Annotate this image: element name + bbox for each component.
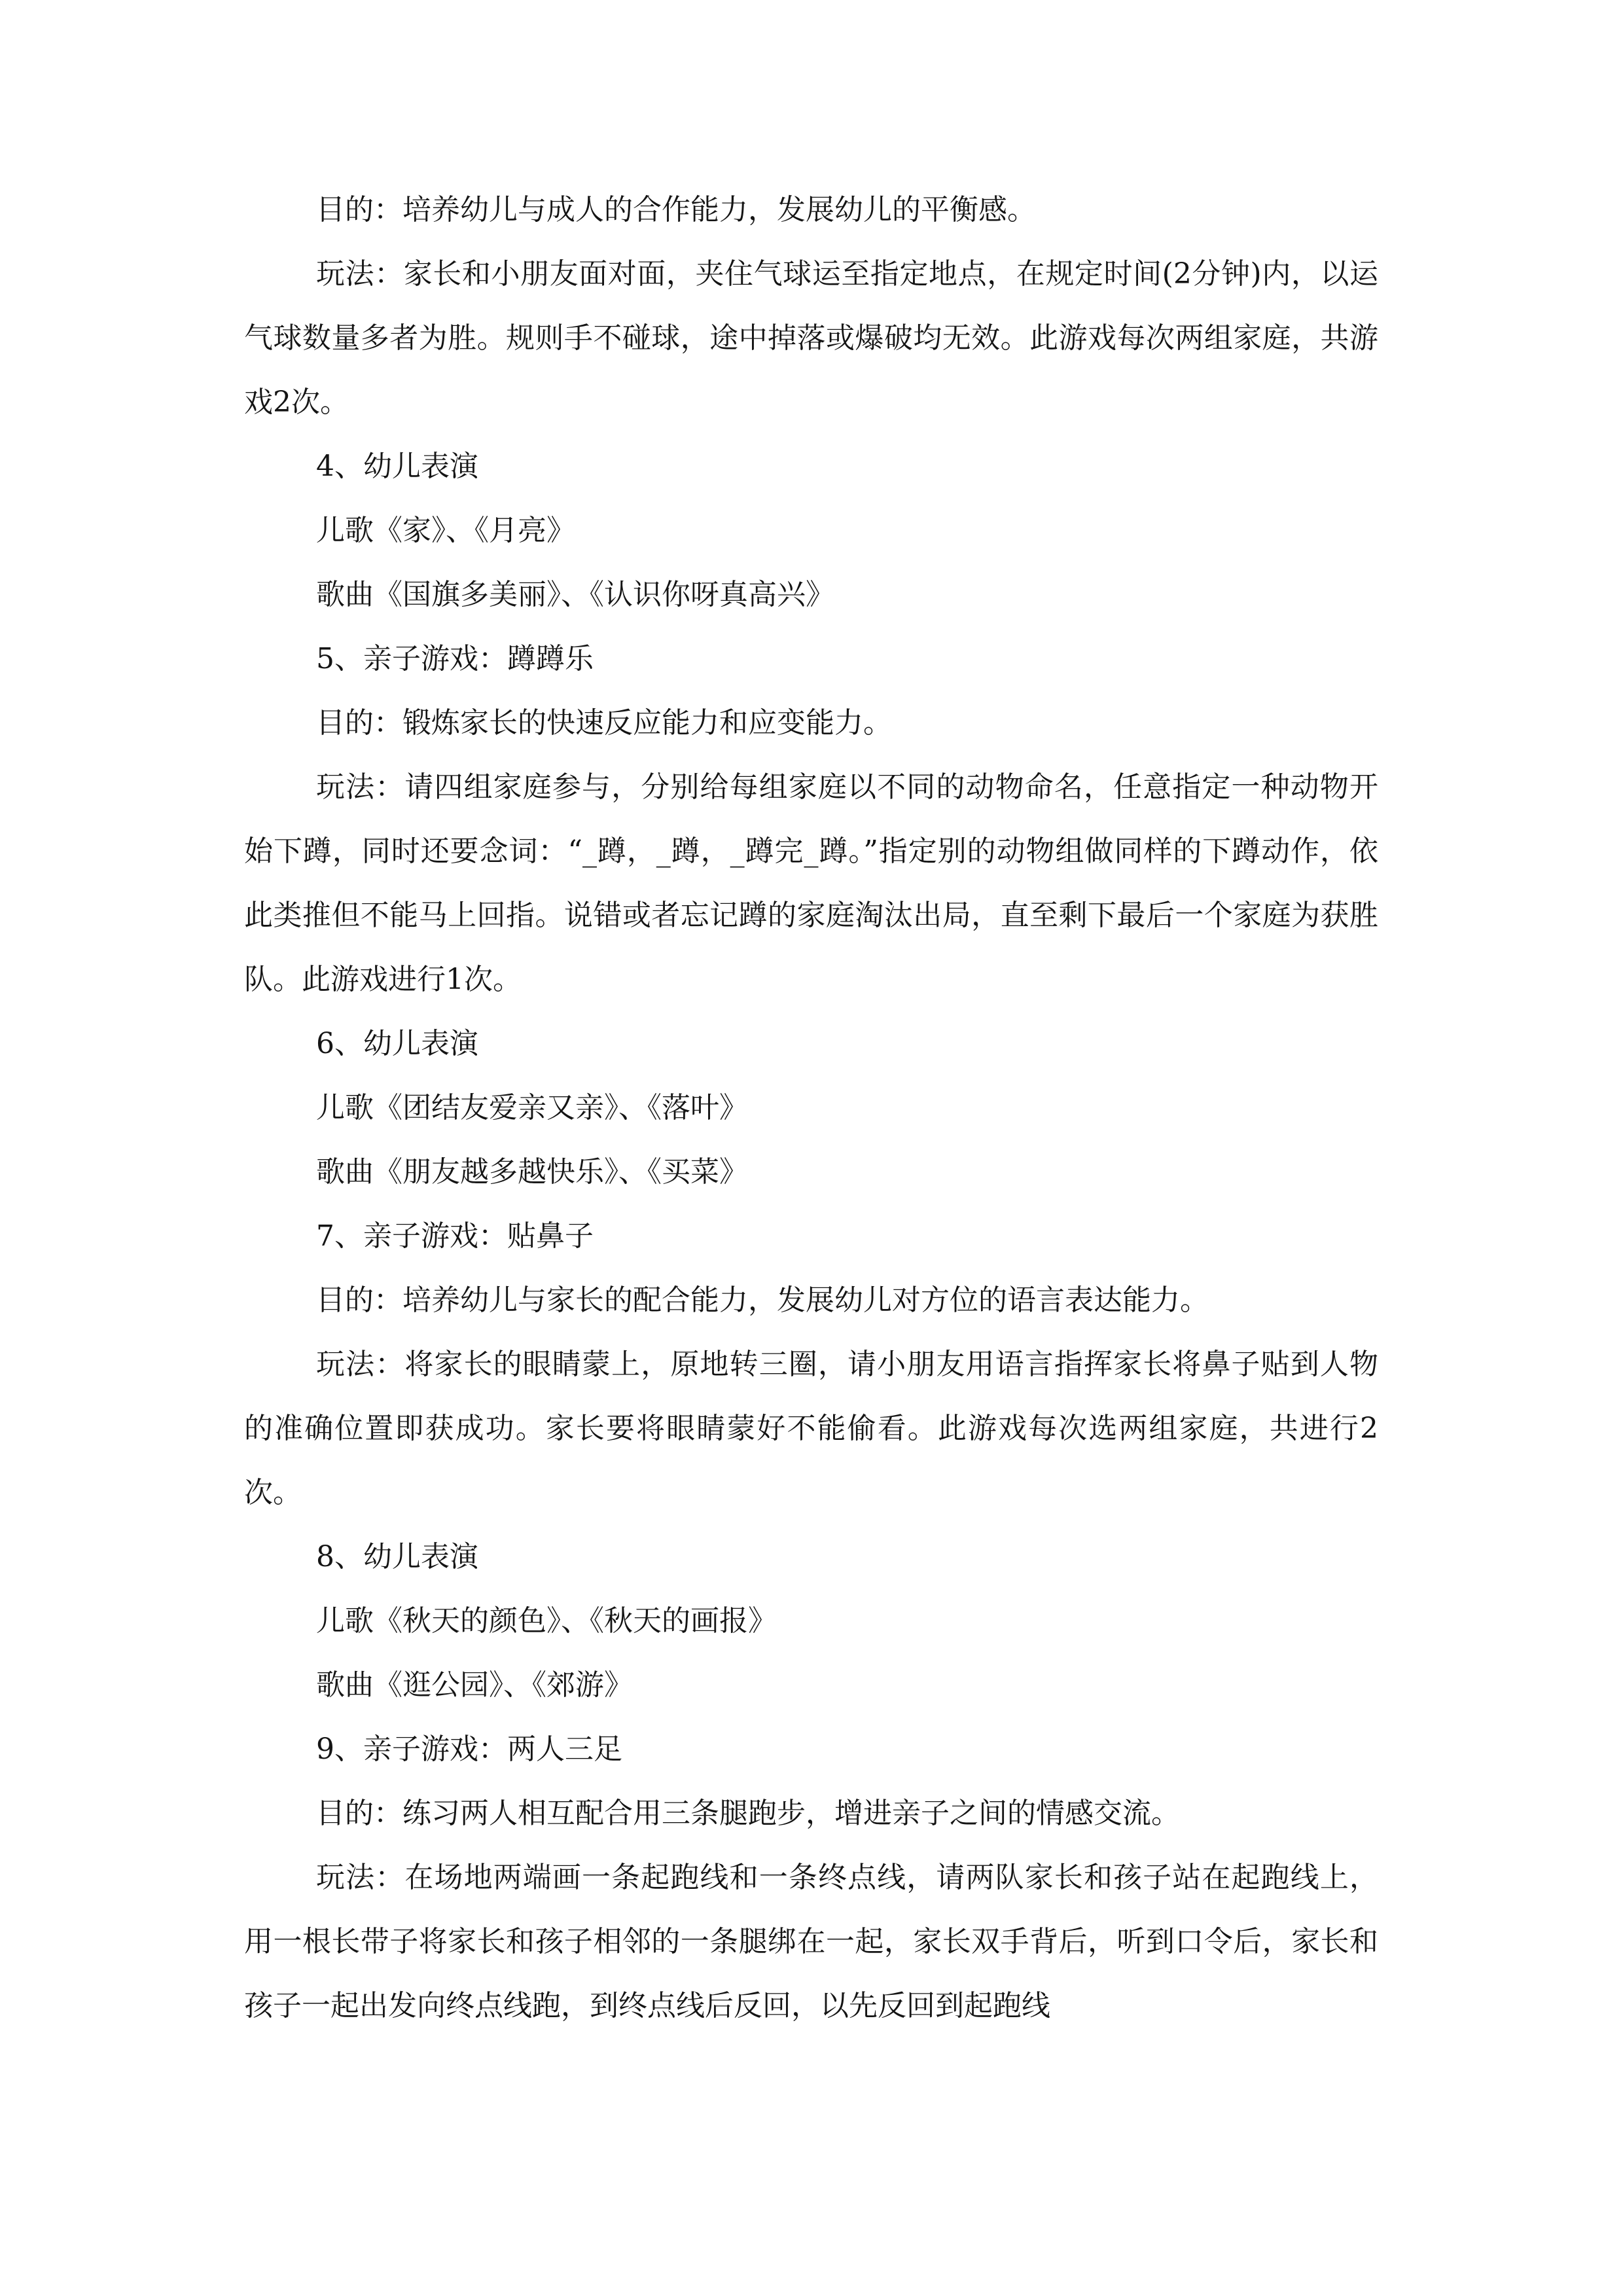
- paragraph-goal-three-legs: 目的：练习两人相互配合用三条腿跑步，增进亲子之间的情感交流。: [316, 1797, 1180, 1830]
- paragraph-goal-squat: 目的：锻炼家长的快速反应能力和应变能力。: [316, 706, 892, 740]
- section-heading-7: 7、亲子游戏：贴鼻子: [316, 1219, 594, 1253]
- paragraph-nursery-rhymes-4: 儿歌《家》、《月亮》: [316, 514, 575, 547]
- section-heading-5: 5、亲子游戏：蹲蹲乐: [316, 642, 594, 675]
- paragraph-goal-nose: 目的：培养幼儿与家长的配合能力，发展幼儿对方位的语言表达能力。: [316, 1283, 1209, 1317]
- section-heading-9: 9、亲子游戏：两人三足: [316, 1732, 622, 1766]
- paragraph-rules-balloon: 玩法：家长和小朋友面对面，夹住气球运至指定地点，在规定时间(2分钟)内，以运气球数量多者为胜。规则手不碰球，途中掉落或爆破均无效。此游戏每次两组家庭，共游戏2次。: [244, 257, 1378, 419]
- paragraph-rules-nose: 玩法：将家长的眼睛蒙上，原地转三圈，请小朋友用语言指挥家长将鼻子贴到人物的准确位置即获成功。家长要将眼睛蒙好不能偷看。此游戏每次选两组家庭，共进行2次。: [244, 1348, 1378, 1509]
- paragraph-nursery-rhymes-6: 儿歌《团结友爱亲又亲》、《落叶》: [316, 1091, 748, 1124]
- section-heading-8: 8、幼儿表演: [316, 1540, 478, 1573]
- paragraph-songs-6: 歌曲《朋友越多越快乐》、《买菜》: [316, 1155, 748, 1189]
- document-body: [244, 178, 1378, 2038]
- paragraph-songs-4: 歌曲《国旗多美丽》、《认识你呀真高兴》: [316, 578, 834, 611]
- paragraph-songs-8: 歌曲《逛公园》、《郊游》: [316, 1668, 633, 1702]
- section-heading-4: 4、幼儿表演: [316, 450, 478, 483]
- section-heading-6: 6、幼儿表演: [316, 1027, 478, 1060]
- paragraph-goal-balloon: 目的：培养幼儿与成人的合作能力，发展幼儿的平衡感。: [316, 193, 1036, 226]
- paragraph-nursery-rhymes-8: 儿歌《秋天的颜色》、《秋天的画报》: [316, 1604, 777, 1638]
- paragraph-rules-three-legs: 玩法：在场地两端画一条起跑线和一条终点线，请两队家长和孩子站在起跑线上，用一根长带子将家长和孩子相邻的一条腿绑在一起，家长双手背后，听到口令后，家长和孩子一起出发向终点线跑，到终点线后反回，以先反回到起跑线: [244, 1861, 1378, 2022]
- paragraph-rules-squat: 玩法：请四组家庭参与，分别给每组家庭以不同的动物命名，任意指定一种动物开始下蹲，同时还要念词：“_蹲，_蹲，_蹲完_蹲。”指定别的动物组做同样的下蹲动作，依此类推但不能马上回指。说错或者忘记蹲的家庭淘汰出局，直至剩下最后一个家庭为获胜队。此游戏进行1次。: [244, 770, 1378, 996]
